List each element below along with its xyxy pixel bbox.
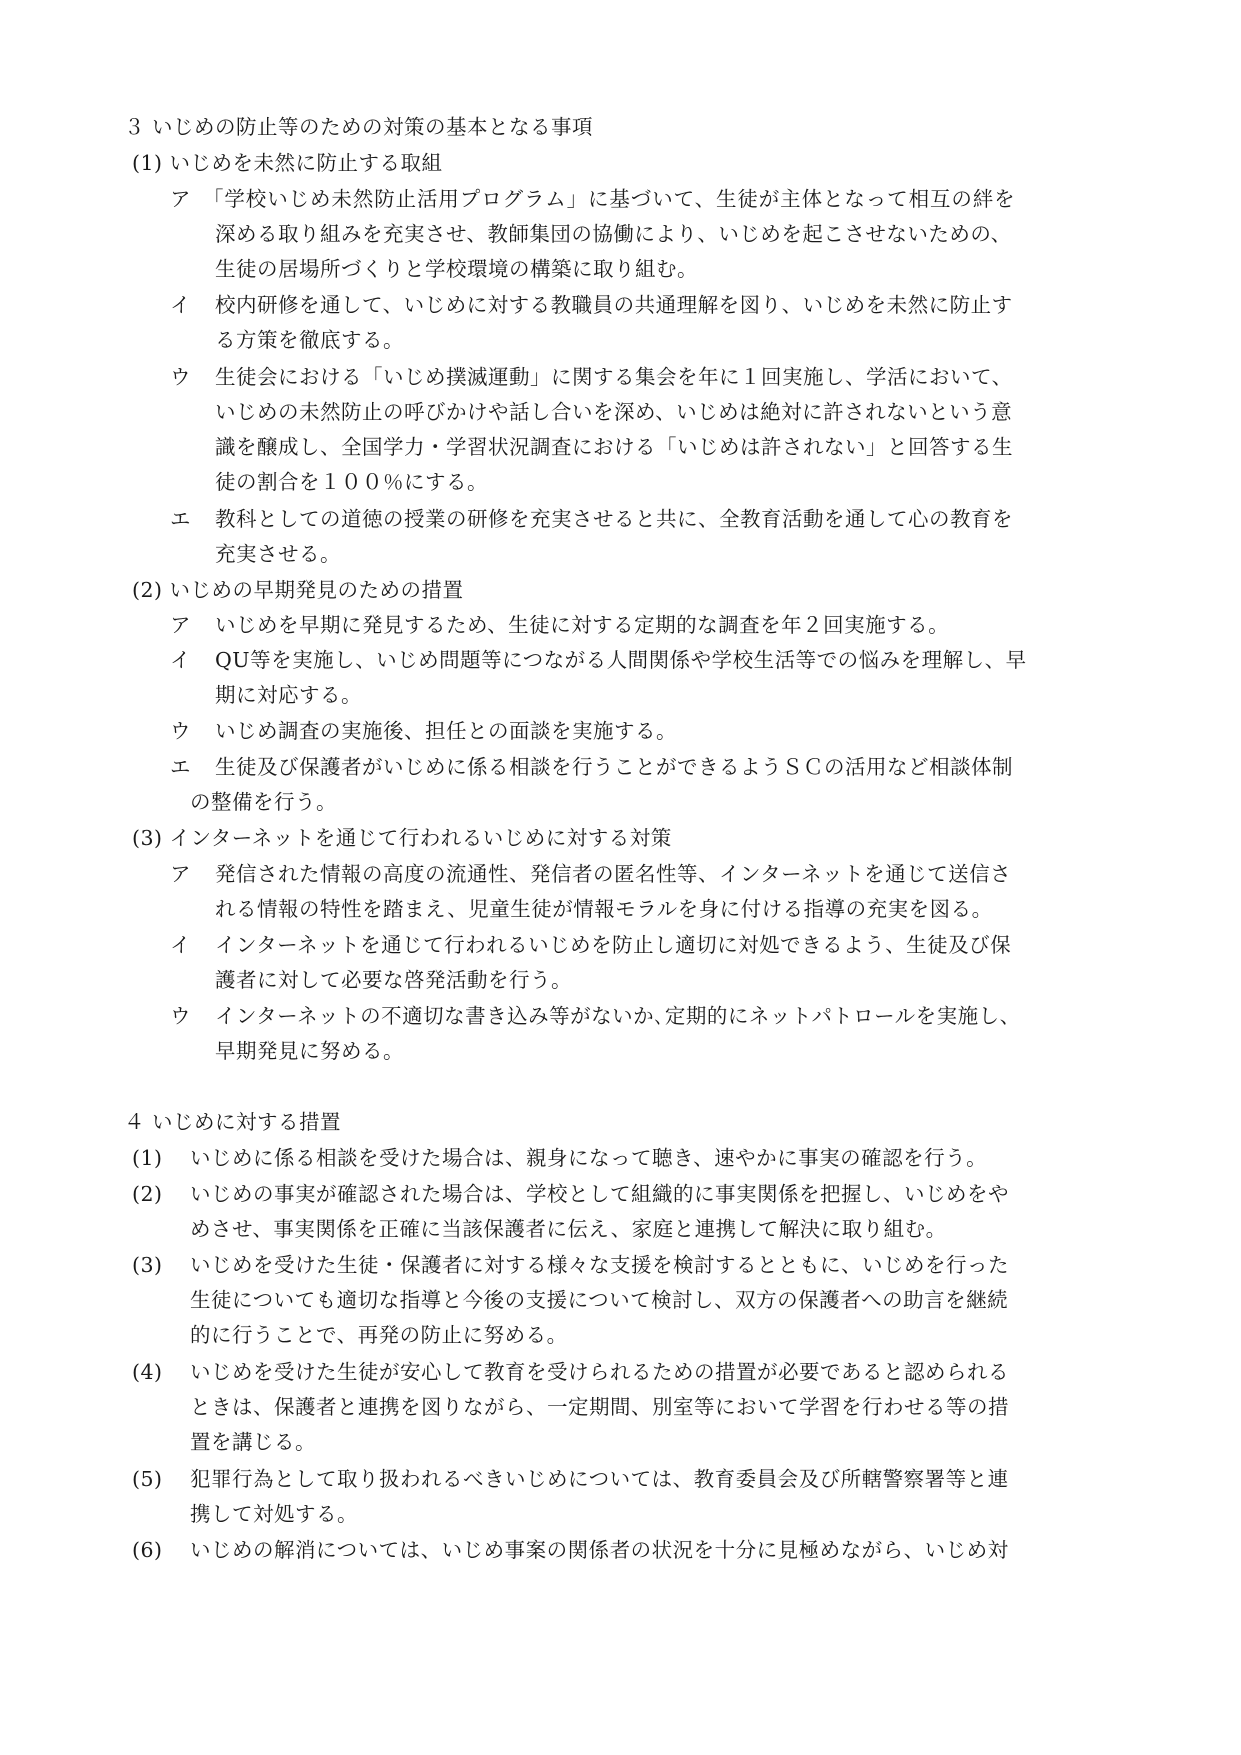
item-text-line: 期に対応する。 bbox=[215, 683, 362, 707]
item-text-line: 校内研修を通して、いじめに対する教職員の共通理解を図り、いじめを未然に防止す bbox=[215, 293, 1013, 317]
item-marker: (4) bbox=[132, 1360, 163, 1384]
subsection-3-heading: (3) インターネットを通じて行われるいじめに対する対策 bbox=[132, 826, 672, 850]
item-marker: イ bbox=[170, 933, 191, 957]
item-text-line: 生徒及び保護者がいじめに係る相談を行うことができるようＳＣの活用など相談体制 bbox=[215, 755, 1013, 779]
item-text-line: 教科としての道徳の授業の研修を充実させると共に、全教育活動を通して心の教育を bbox=[215, 507, 1013, 531]
item-text-line: 携して対処する。 bbox=[190, 1502, 358, 1526]
item-text-line: の整備を行う。 bbox=[190, 790, 337, 814]
item-text-line: いじめに係る相談を受けた場合は、親身になって聴き、速やかに事実の確認を行う。 bbox=[190, 1146, 988, 1170]
item-marker: (1) bbox=[132, 1146, 163, 1170]
section-4-heading: ４ いじめに対する措置 bbox=[124, 1110, 342, 1134]
item-marker: エ bbox=[170, 507, 191, 531]
item-text-line: いじめを受けた生徒が安心して教育を受けられるための措置が必要であると認められる bbox=[190, 1360, 1009, 1384]
subsection-2-heading: (2) いじめの早期発見のための措置 bbox=[132, 578, 464, 602]
item-marker: イ bbox=[170, 293, 191, 317]
item-text-line: 犯罪行為として取り扱われるべきいじめについては、教育委員会及び所轄警察署等と連 bbox=[190, 1467, 1009, 1491]
item-text-line: インターネットを通じて行われるいじめを防止し適切に対処できるよう、生徒及び保 bbox=[215, 933, 1012, 957]
subsection-1-heading: (1) いじめを未然に防止する取組 bbox=[132, 151, 443, 175]
item-marker: (3) bbox=[132, 1253, 163, 1277]
item-marker: ア bbox=[170, 187, 191, 211]
item-marker: ウ bbox=[170, 365, 191, 389]
item-text-line: 徒の割合を１００％にする。 bbox=[215, 470, 488, 494]
item-text-line: 護者に対して必要な啓発活動を行う。 bbox=[215, 968, 572, 992]
item-text-line: QU等を実施し、いじめ問題等につながる人間関係や学校生活等での悩みを理解し、早 bbox=[215, 648, 1027, 672]
item-text-line: 的に行うことで、再発の防止に努める。 bbox=[190, 1323, 568, 1347]
item-marker: ア bbox=[170, 613, 191, 637]
section-3-heading: ３ いじめの防止等のための対策の基本となる事項 bbox=[124, 115, 594, 139]
item-text-line: 充実させる。 bbox=[215, 542, 341, 566]
item-text-line: る方策を徹底する。 bbox=[215, 328, 404, 352]
item-text-line: 生徒の居場所づくりと学校環境の構築に取り組む。 bbox=[215, 257, 698, 281]
item-text-line: 早期発見に努める。 bbox=[215, 1039, 404, 1063]
item-marker: (6) bbox=[132, 1538, 163, 1562]
item-marker: ア bbox=[170, 862, 191, 886]
item-marker: ウ bbox=[170, 719, 191, 743]
item-marker: ウ bbox=[170, 1004, 191, 1028]
item-text-line: 生徒会における「いじめ撲滅運動」に関する集会を年に１回実施し、学活において、 bbox=[215, 365, 1013, 389]
item-marker: エ bbox=[170, 755, 191, 779]
item-text-line: めさせ、事実関係を正確に当該保護者に伝え、家庭と連携して解決に取り組む。 bbox=[190, 1217, 947, 1241]
item-text-line: インターネットの不適切な書き込み等がないか､定期的にネットパトロールを実施し、 bbox=[215, 1004, 1021, 1028]
item-marker: (2) bbox=[132, 1182, 163, 1206]
item-marker: (5) bbox=[132, 1467, 163, 1491]
item-text-line: いじめの未然防止の呼びかけや話し合いを深め、いじめは絶対に許されないという意 bbox=[215, 400, 1013, 424]
item-text-line: ときは、保護者と連携を図りながら、一定期間、別室等において学習を行わせる等の措 bbox=[190, 1395, 1009, 1419]
item-text-line: 発信された情報の高度の流通性、発信者の匿名性等、インターネットを通じて送信さ bbox=[215, 862, 1012, 886]
item-text-line: いじめの事実が確認された場合は、学校として組織的に事実関係を把握し、いじめをや bbox=[190, 1182, 1009, 1206]
item-text-line: いじめの解消については、いじめ事案の関係者の状況を十分に見極めながら、いじめ対 bbox=[190, 1538, 1009, 1562]
item-text-line: 深める取り組みを充実させ、教師集団の協働により、いじめを起こさせないための、 bbox=[215, 222, 1012, 246]
item-text-line: 識を醸成し、全国学力・学習状況調査における「いじめは許されない」と回答する生 bbox=[215, 435, 1013, 459]
item-text-line: いじめを受けた生徒・保護者に対する様々な支援を検討するとともに、いじめを行った bbox=[190, 1253, 1009, 1277]
item-marker: イ bbox=[170, 648, 191, 672]
item-text-line: れる情報の特性を踏まえ、児童生徒が情報モラルを身に付ける指導の充実を図る。 bbox=[215, 897, 993, 921]
item-text-line: いじめ調査の実施後、担任との面談を実施する。 bbox=[215, 719, 677, 743]
item-text-line: 生徒についても適切な指導と今後の支援について検討し、双方の保護者への助言を継続 bbox=[190, 1288, 1009, 1312]
item-text-line: いじめを早期に発見するため、生徒に対する定期的な調査を年２回実施する。 bbox=[215, 613, 950, 637]
item-text-line: 置を講じる。 bbox=[190, 1430, 316, 1454]
item-text-line: 「学校いじめ未然防止活用プログラム」に基づいて、生徒が主体となって相互の絆を bbox=[203, 187, 1016, 211]
